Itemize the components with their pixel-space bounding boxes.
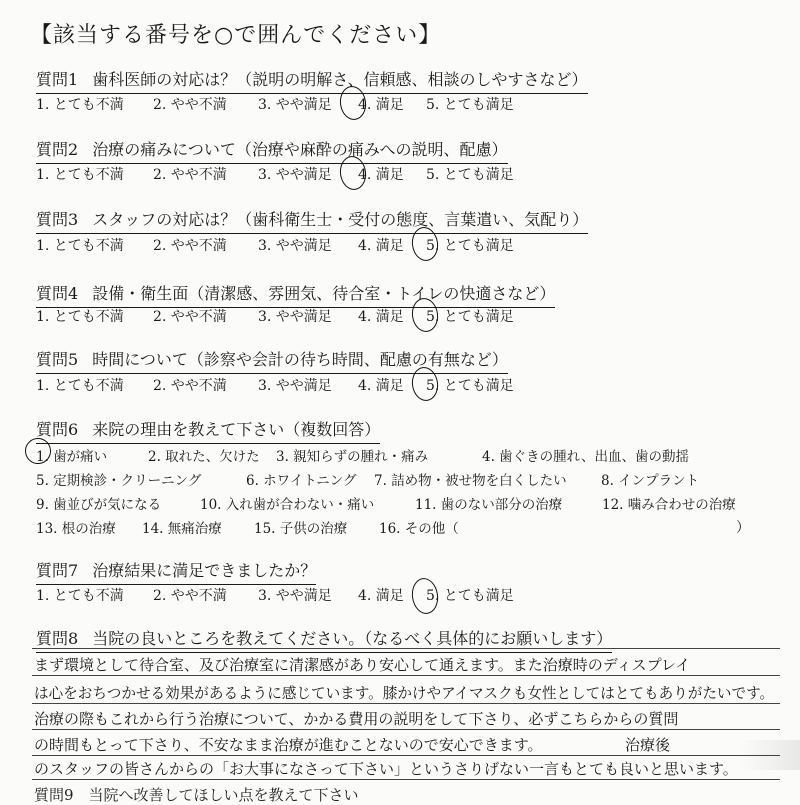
q1-option-5[interactable]: 5. とても満足 xyxy=(426,97,514,113)
q5-text: 時間について（診察や会計の待ち時間、配慮の有無など） xyxy=(92,350,508,369)
q3-option-3[interactable]: 3. やや満足 xyxy=(258,238,332,254)
q7-title xyxy=(36,558,316,585)
q1-number: 質問1 xyxy=(36,70,79,89)
q7-option-4[interactable]: 4. 満足 xyxy=(358,588,404,604)
reason-option[interactable]: 4. 歯ぐきの腫れ、出血、歯の動揺 xyxy=(482,449,689,465)
answer-rule xyxy=(32,779,780,780)
q2-option-2[interactable]: 2. やや不満 xyxy=(153,167,227,183)
reason-option[interactable]: 10. 入れ歯が合わない・痛い xyxy=(200,497,375,513)
q5-title xyxy=(36,347,508,374)
q8-answer-line-1: まず環境として待合室、及び治療室に清潔感があり安心して通えます。また治療時のディスプレイ xyxy=(34,656,691,674)
reason-option[interactable]: 6. ホワイトニング xyxy=(246,473,357,489)
reason-option[interactable]: 2. 取れた、欠けた xyxy=(148,449,260,465)
other-paren-close: ） xyxy=(736,520,750,536)
q2-option-4[interactable]: 4. 満足 xyxy=(358,167,404,183)
reason-option[interactable]: 3. 親知らずの腫れ・痛み xyxy=(276,449,429,465)
q2-title xyxy=(36,137,508,164)
reason-option[interactable]: 1. 歯が痛い xyxy=(36,449,108,465)
q3-option-4[interactable]: 4. 満足 xyxy=(358,238,404,254)
answer-rule xyxy=(32,648,780,649)
q7-option-2[interactable]: 2. やや不満 xyxy=(153,588,227,604)
q4-number: 質問4 xyxy=(36,284,79,303)
reason-option[interactable]: 16. その他（ xyxy=(379,521,459,537)
q5-number: 質問5 xyxy=(36,350,79,369)
q7-option-5[interactable]: 5. とても満足 xyxy=(426,588,514,604)
q8-text: 当院の良いところを教えてください。（なるべく具体的にお願いします） xyxy=(92,629,613,648)
q6-text: 来院の理由を教えて下さい（複数回答） xyxy=(92,420,381,439)
q4-option-3[interactable]: 3. やや満足 xyxy=(258,309,332,325)
q1-option-1[interactable]: 1. とても不満 xyxy=(36,97,124,113)
q8-answer-line-3: 治療の際もこれから行う治療について、かかる費用の説明をして下さり、必ずこちらからの質問 xyxy=(34,710,679,728)
q5-option-4[interactable]: 4. 満足 xyxy=(358,378,404,394)
q5-option-5[interactable]: 5. とても満足 xyxy=(426,378,514,394)
q4-option-1[interactable]: 1. とても不満 xyxy=(36,309,124,325)
q3-option-2[interactable]: 2. やや不満 xyxy=(153,238,227,254)
reason-option[interactable]: 8. インプラント xyxy=(601,473,700,489)
q1-option-2[interactable]: 2. やや不満 xyxy=(153,97,227,113)
reason-option[interactable]: 5. 定期検診・クリーニング xyxy=(36,473,202,489)
q7-option-1[interactable]: 1. とても不満 xyxy=(36,588,124,604)
q8-number: 質問8 xyxy=(36,629,79,648)
q4-option-5[interactable]: 5. とても満足 xyxy=(426,309,514,325)
answer-rule xyxy=(32,755,780,756)
q7-number: 質問7 xyxy=(36,561,79,580)
q5-option-2[interactable]: 2. やや不満 xyxy=(153,378,227,394)
reason-option[interactable]: 11. 歯のない部分の治療 xyxy=(415,497,563,513)
q7-option-3[interactable]: 3. やや満足 xyxy=(258,588,332,604)
reason-option[interactable]: 9. 歯並びが気になる xyxy=(36,497,162,513)
q3-option-1[interactable]: 1. とても不満 xyxy=(36,238,124,254)
q9-cutoff-text: 質問9 当院へ改善してほしい点を教えて下さい xyxy=(34,786,359,804)
q4-option-2[interactable]: 2. やや不満 xyxy=(153,309,227,325)
q2-number: 質問2 xyxy=(36,140,79,159)
scan-shadow xyxy=(740,740,800,770)
q2-text: 治療の痛みについて（治療や麻酔の痛みへの説明、配慮） xyxy=(92,140,508,159)
q5-option-1[interactable]: 1. とても不満 xyxy=(36,378,124,394)
q4-text: 設備・衛生面（清潔感、雰囲気、待合室・トイレの快適さなど） xyxy=(92,284,556,303)
q2-option-3[interactable]: 3. やや満足 xyxy=(258,167,332,183)
q3-option-5[interactable]: 5. とても満足 xyxy=(426,238,514,254)
reason-option[interactable]: 13. 根の治療 xyxy=(36,521,116,537)
answer-rule xyxy=(32,729,780,730)
q4-option-4[interactable]: 4. 満足 xyxy=(358,309,404,325)
q8-answer-line-4: の時間もとって下さり、不安なまま治療が進むことないので安心できます。 治療後 xyxy=(34,736,671,754)
q6-number: 質問6 xyxy=(36,420,79,439)
answer-rule xyxy=(32,703,780,704)
q7-text: 治療結果に満足できましたか？ xyxy=(92,561,317,580)
q1-option-4[interactable]: 4. 満足 xyxy=(358,97,404,113)
q6-title xyxy=(36,417,380,444)
q4-title xyxy=(36,281,555,308)
answer-rule xyxy=(32,675,780,676)
q3-number: 質問3 xyxy=(36,210,79,229)
page-header: 【該当する番号を○で囲んでください】 xyxy=(30,23,442,48)
q8-answer-line-2: は心をおちつかせる効果があるように感じています。膝かけやアイマスクも女性としてはとてもありがたいです。 xyxy=(34,684,775,702)
q2-option-5[interactable]: 5. とても満足 xyxy=(426,167,514,183)
q1-text: 歯科医師の対応は？（説明の明解さ、信頼感、相談のしやすさなど） xyxy=(92,70,588,89)
q1-title xyxy=(36,67,588,94)
reason-option[interactable]: 15. 子供の治療 xyxy=(254,521,348,537)
q2-option-1[interactable]: 1. とても不満 xyxy=(36,167,124,183)
reason-option[interactable]: 14. 無痛治療 xyxy=(142,521,222,537)
q5-option-3[interactable]: 3. やや満足 xyxy=(258,378,332,394)
q3-text: スタッフの対応は？（歯科衛生士・受付の態度、言葉遣い、気配り） xyxy=(92,210,589,229)
q3-title xyxy=(36,207,588,234)
q8-answer-line-5: のスタッフの皆さんからの「お大事になさって下さい」というさりげない一言もとても良いと思います。 xyxy=(34,760,738,778)
q1-option-3[interactable]: 3. やや満足 xyxy=(258,97,332,113)
reason-option[interactable]: 7. 詰め物・被せ物を白くしたい xyxy=(374,473,567,489)
q7-selection-circle xyxy=(410,576,441,615)
reason-option[interactable]: 12. 噛み合わせの治療 xyxy=(602,497,736,513)
